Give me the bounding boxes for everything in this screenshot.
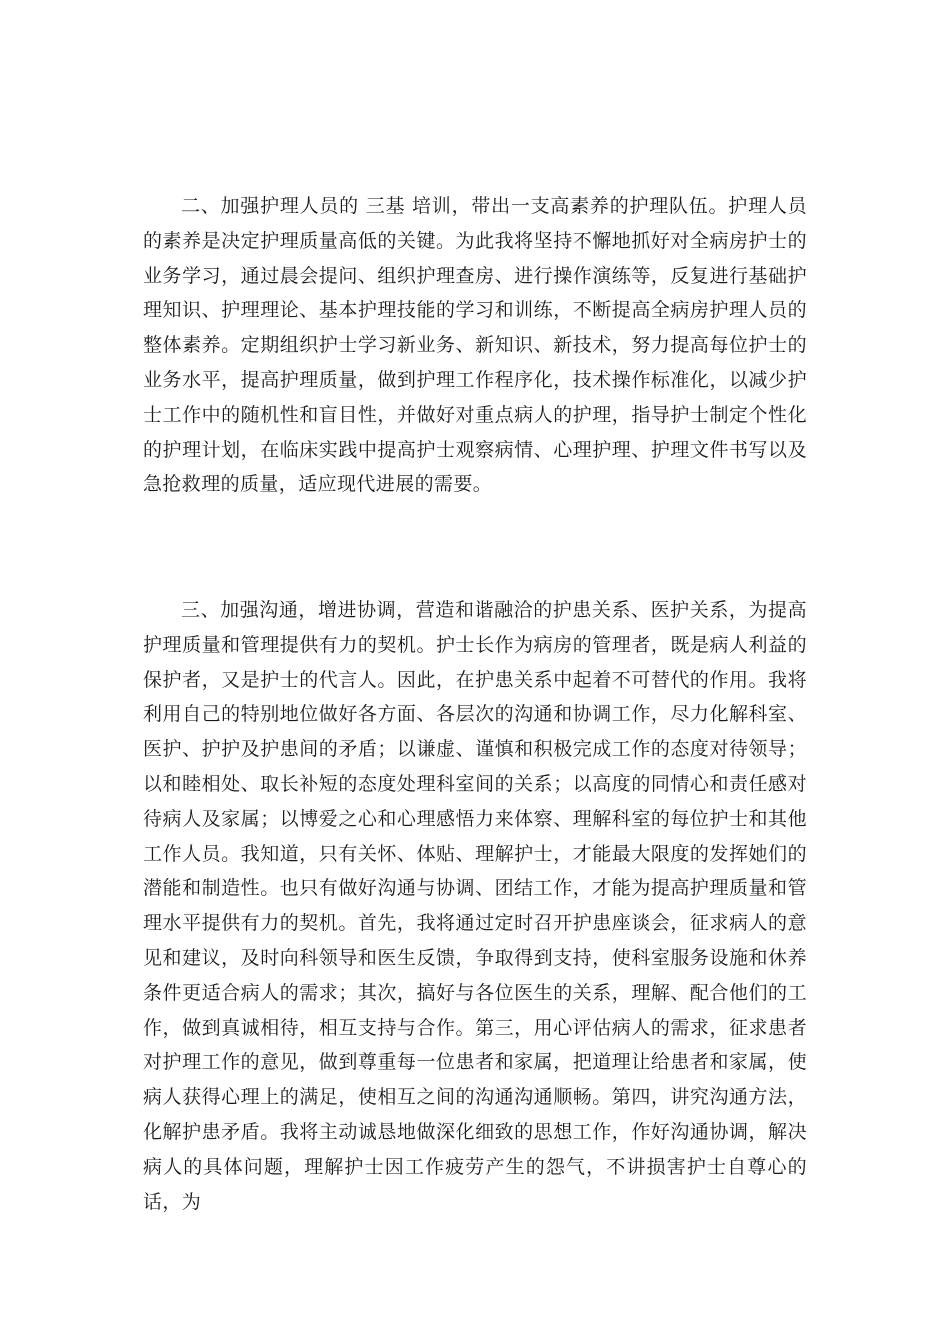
paragraph-training: 二、加强护理人员的 三基 培训，带出一支高素养的护理队伍。护理人员的素养是决定护理质量高低的关键。为此我将坚持不懈地抓好对全病房护士的业务学习，通过晨会提问、组织护理查房、进行操作演练等，反复进行基础护理知识、护理理论、基本护理技能的学习和训练，不断提高全病房护理人员的整体素养。定期组织护士学习新业务、新知识、新技术，努力提高每位护士的业务水平，提高护理质量，做到护理工作程序化，技术操作标准化，以减少护士工作中的随机性和盲目性，并做好对重点病人的护理，指导护士制定个性化的护理计划，在临床实践中提高护士观察病情、心理护理、护理文件书写以及急抢救理的质量，适应现代进展的需要。 bbox=[143, 195, 807, 496]
paragraph-communication: 三、加强沟通，增进协调，营造和谐融洽的护患关系、医护关系，为提高护理质量和管理提供有力的契机。护士长作为病房的管理者，既是病人利益的保护者，又是护士的代言人。因此，在护患关系中起着不可替代的作用。我将利用自己的特别地位做好各方面、各层次的沟通和协调工作，尽力化解科室、医护、护护及护患间的矛盾；以谦虚、谨慎和积极完成工作的态度对待领导；以和睦相处、取长补短的态度处理科室间的关系；以高度的同情心和责任感对待病人及家属；以博爱之心和心理感悟力来体察、理解科室的每位护士和其他工作人员。我知道，只有关怀、体贴、理解护士，才能最大限度的发挥她们的潜能和制造性。也只有做好沟通与协调、团结工作，才能为提高护理质量和管理水平提供有力的契机。首先，我将通过定时召开护患座谈会，征求病人的意见和建议，及时向科领导和医生反馈，争取得到支持，使科室服务设施和休养条件更适合病人的需求；其次，搞好与各位医生的关系，理解、配合他们的工作，做到真诚相待，相互支持与合作。第三，用心评估病人的需求，征求患者对护理工作的意见，做到尊重每一位患者和家属，把道理让给患者和家属，使病人获得心理上的满足，使相互之间的沟通沟通顺畅。第四，讲究沟通方法，化解护患矛盾。我将主动诚恳地做深化细致的思想工作，作好沟通协调，解决病人的具体问题，理解护士因工作疲劳产生的怨气，不讲损害护士自尊心的话，为 bbox=[143, 599, 807, 1213]
